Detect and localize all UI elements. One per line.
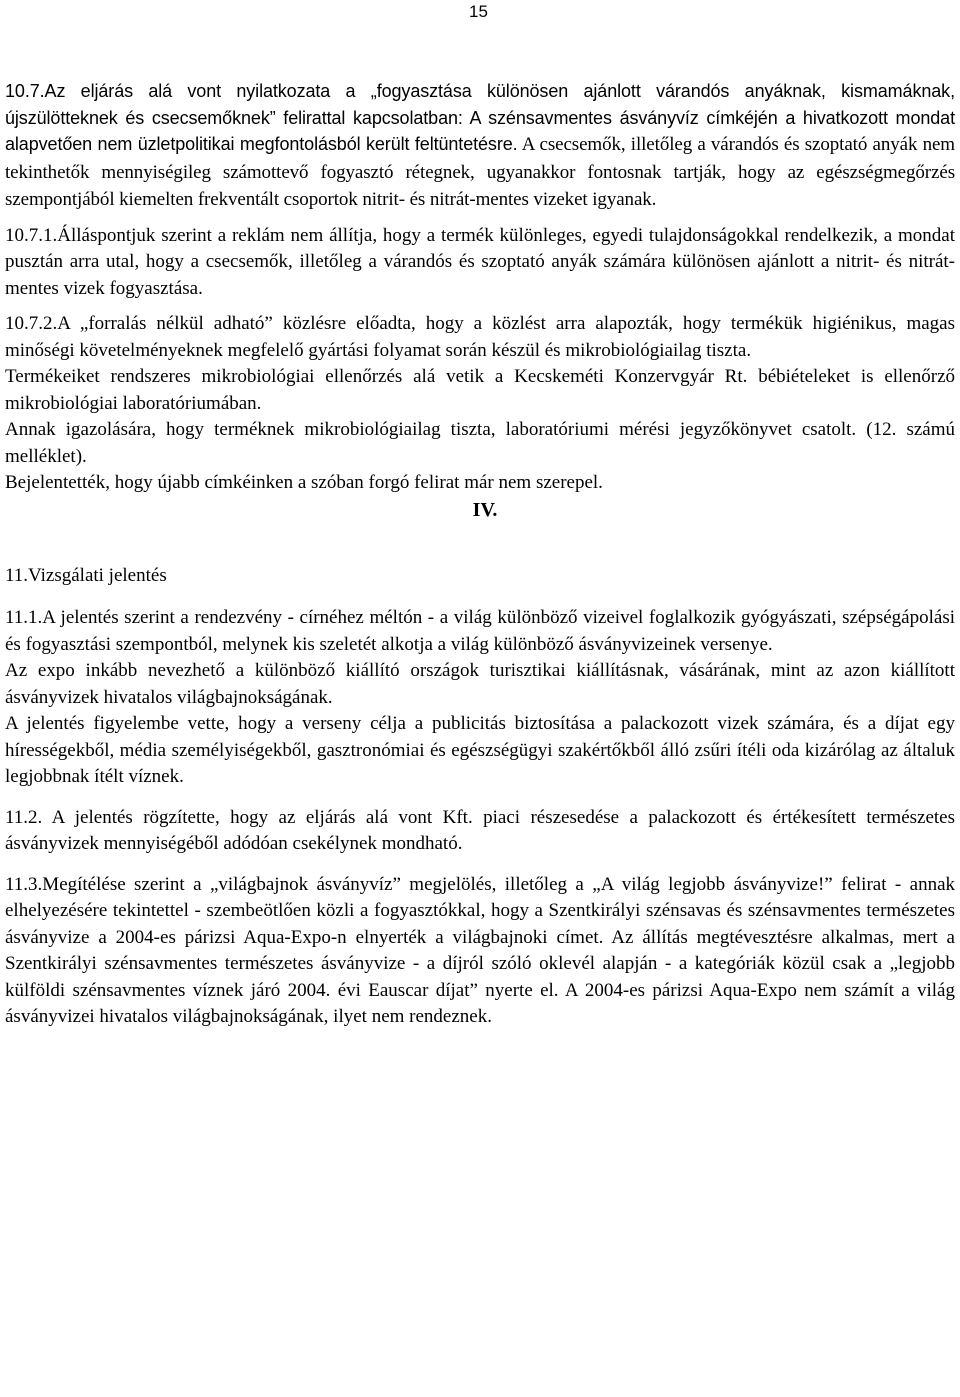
page-number: 15 <box>469 2 488 21</box>
document-body <box>5 78 955 1031</box>
heading-11-report: 11.Vizsgálati jelentés <box>5 564 167 586</box>
paragraph-10-7-intro: 10.7.Az eljárás alá vont nyilatkozata a „fogyasztása különösen ajánlott várandós anyáknak, kismamáknak, újszülötteknek és csecsemőknek” felirattal kapcsolatban: A szénsavmentes ásványvíz címkéjén a hivatkozott mondat alapvetően nem üzletpolitikai megfontolásból került feltüntetésre. <box>5 81 955 154</box>
section-heading-iv: IV. <box>472 498 498 521</box>
paragraph-11-3: 11.3.Megítélése szerint a „világbajnok ásványvíz” megjelölés, illetőleg a „A világ legjobb ásványvize!” felirat - annak elhelyezésére tekintettel - szembeötlően közli a fogyasztókkal, hogy a Szentkirályi szénsavas és szénsavmentes természetes ásványvize a 2004-es párizsi Aqua-Expo-n elnyerték a világbajnoki címet. Az állítás megtévesztésre alkalmas, mert a Szentkirályi szénsavmentes természetes ásványvize - a díjról szóló oklevél alapján - a kategóriák közül csak a „legjobb külföldi szénsavmentes víznek járó 2004. évi Eauscar díjat” nyerte el. A 2004-es párizsi Aqua-Expo nem számít a világ ásványvizei hivatalos világbajnokságának, ilyet nem rendeznek. <box>5 873 955 1027</box>
paragraph-10-7-1: 10.7.1.Álláspontjuk szerint a reklám nem állítja, hogy a termék különleges, egyedi tulajdonságokkal rendelkezik, a mondat pusztán arra utal, hogy a csecsemők, illetőleg a várandós és szoptató anyák számára különösen ajánlott a nitrit- és nitrát-mentes vizek fogyasztása. <box>5 224 955 299</box>
paragraph-10-7-2-inspection: Termékeiket rendszeres mikrobiológiai ellenőrzés alá vetik a Kecskeméti Konzervgyár Rt. bébiételeket is ellenőrző mikrobiológiai laboratóriumában. <box>5 366 955 414</box>
paragraph-10-7-2: 10.7.2.A „forralás nélkül adható” közlésre előadta, hogy a közlést arra alapozták, hogy termékük higiénikus, magas minőségi követelményeknek megfelelő gyártási folyamat során készül és mikrobiológiailag tiszta. <box>5 313 955 361</box>
paragraph-10-7-continuation: A csecsemők, illetőleg a várandós és szoptató anyák nem tekinthetők mennyiségileg számottevő fogyasztó rétegnek, ugyanakkor fontosnak tartják, hogy az egészségmegőrzés szempontjából kiemelten frekventált csoportok nitrit- és nitrát-mentes vizeket igyanak. <box>5 134 955 210</box>
paragraph-11-1-expo: Az expo inkább nevezhető a különböző kiállító országok turisztikai kiállításnak, vásárának, mint az azon kiállított ásványvizek hivatalos világbajnokságának. <box>5 660 955 708</box>
paragraph-10-7 <box>5 78 955 214</box>
paragraph-11-2: 11.2. A jelentés rögzítette, hogy az eljárás alá vont Kft. piaci részesedése a palackozott és értékesített természetes ásványvizek mennyiségéből adódóan csekélynek mondható. <box>5 806 955 854</box>
paragraph-10-7-2-proof: Annak igazolására, hogy terméknek mikrobiológiailag tiszta, laboratóriumi mérési jegyzőkönyvet csatolt. (12. számú melléklet). <box>5 419 955 467</box>
paragraph-10-7-2-label-removed: Bejelentették, hogy újabb címkéinken a szóban forgó felirat már nem szerepel. <box>5 472 603 493</box>
paragraph-11-1-jury: A jelentés figyelembe vette, hogy a verseny célja a publicitás biztosítása a palackozott vizek számára, és a díjat egy hírességekből, média személyiségekből, gasztronómiai és egészségügyi szakértőkből álló zsűri ítéli oda kizárólag az általuk legjobbnak ítélt víznek. <box>5 713 955 787</box>
paragraph-11-1: 11.1.A jelentés szerint a rendezvény - círnéhez méltón - a világ különböző vizeivel foglalkozik gyógyászati, szépségápolási és fogyasztási szempontból, melynek kis szeletét alkotja a világ különböző ásványvizeinek versenye. <box>5 607 955 655</box>
